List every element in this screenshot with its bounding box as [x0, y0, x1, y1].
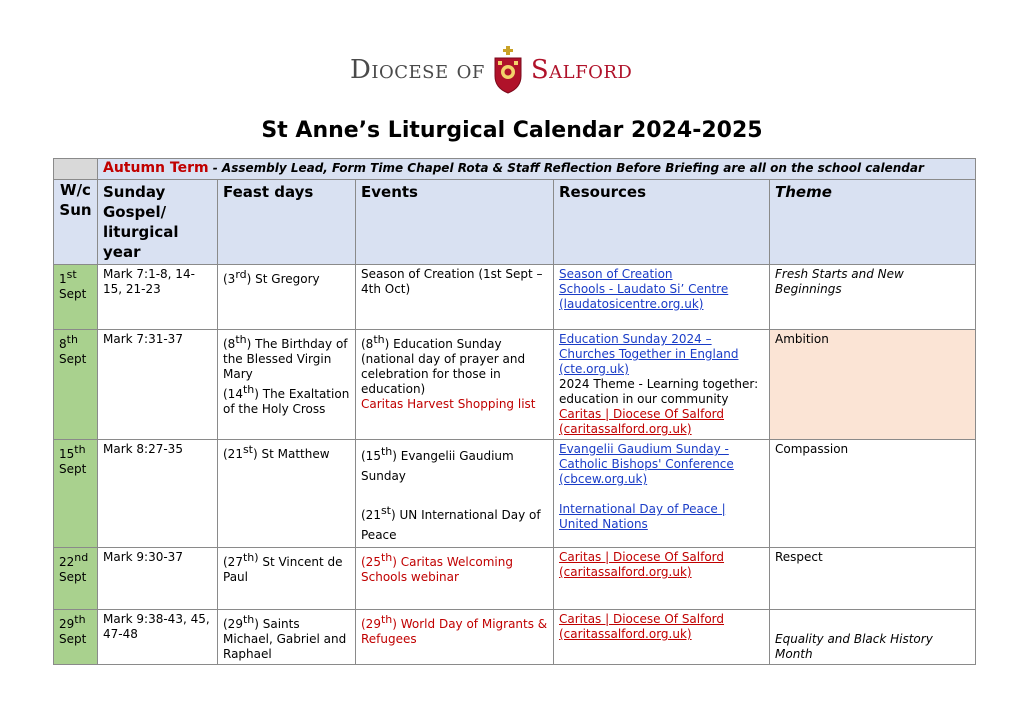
event-text: (8: [361, 337, 374, 351]
week-month: Sept: [59, 570, 87, 584]
week-cell: [54, 440, 98, 548]
logo-word-of: of: [456, 55, 485, 85]
feast-sup: rd: [235, 268, 247, 281]
feast-cell: [218, 440, 356, 548]
week-day-suffix: st: [66, 268, 77, 281]
event-text: (25: [361, 555, 381, 569]
feast-cell: [218, 548, 356, 610]
term-row: [54, 159, 976, 180]
week-cell: [54, 330, 98, 440]
feast-cell: [218, 610, 356, 665]
feast-text: (21: [223, 447, 243, 461]
resources-cell: [554, 265, 770, 330]
week-month: Sept: [59, 632, 87, 646]
event-text: (15: [361, 449, 381, 463]
table-row: [54, 265, 976, 330]
header-feast-days: Feast days: [218, 180, 356, 265]
feast-text: (27: [223, 555, 243, 569]
feast-text: (3: [223, 272, 236, 286]
feast-text: (29: [223, 617, 243, 631]
resource-link[interactable]: Caritas | Diocese Of Salford (caritassalford.org.uk): [559, 612, 725, 641]
feast-sup: th: [242, 383, 255, 396]
resource-link[interactable]: International Day of Peace | United Nations: [559, 502, 726, 531]
term-label: Autumn Term: [103, 160, 209, 176]
theme-cell: Fresh Starts and New Beginnings: [770, 265, 976, 330]
term-row-blank-cell: [54, 159, 98, 180]
event-sup: th: [380, 445, 393, 458]
feast-sup: st: [242, 443, 253, 456]
week-cell: [54, 265, 98, 330]
event-sup: th: [380, 613, 393, 626]
table-row: [54, 440, 976, 548]
table-row: [54, 610, 976, 665]
resources-cell: [554, 610, 770, 665]
event-text: (21: [361, 508, 381, 522]
week-month: Sept: [59, 352, 87, 366]
events-cell: Season of Creation (1st Sept – 4th Oct): [356, 265, 554, 330]
feast-cell: [218, 330, 356, 440]
gospel-cell: Mark 7:31-37: [98, 330, 218, 440]
event-sup: st: [380, 504, 391, 517]
week-day-suffix: th: [74, 613, 86, 626]
week-cell: [54, 610, 98, 665]
resources-cell: [554, 548, 770, 610]
resource-link[interactable]: Evangelii Gaudium Sunday - Catholic Bishops' Conference (cbcew.org.uk): [559, 442, 734, 486]
header-events: Events: [356, 180, 554, 265]
event-text: ) Education Sunday (national day of prayer and celebration for those in education): [361, 337, 526, 396]
feast-text: (8: [223, 337, 236, 351]
feast-text: ) St Gregory: [246, 272, 320, 286]
gospel-cell: Mark 9:30-37: [98, 548, 218, 610]
event-text: ) Caritas Welcoming Schools webinar: [361, 555, 513, 584]
event-text: (29: [361, 617, 381, 631]
resources-cell: [554, 440, 770, 548]
theme-cell: Ambition: [770, 330, 976, 440]
diocese-logo: [350, 44, 640, 96]
event-sup: th: [380, 551, 393, 564]
feast-sup: th: [235, 333, 247, 346]
feast-sup: th): [242, 551, 259, 564]
theme-cell: Equality and Black History Month: [770, 610, 976, 665]
table-row: [54, 548, 976, 610]
week-day: 29: [59, 617, 75, 631]
table-row: [54, 330, 976, 440]
events-cell: [356, 548, 554, 610]
event-sup: th: [373, 333, 385, 346]
event-text: ) Evangelii Gaudium Sunday: [361, 449, 514, 483]
feast-text: ) The Exaltation of the Holy Cross: [223, 387, 350, 416]
resource-text: 2024 Theme - Learning together: education in our community: [559, 377, 759, 406]
week-day-suffix: nd: [74, 551, 89, 564]
event-red-text: Caritas Harvest Shopping list: [361, 397, 536, 411]
events-cell: [356, 440, 554, 548]
header-resources: Resources: [554, 180, 770, 265]
header-wc-sun: W/c Sun: [54, 180, 98, 265]
feast-cell: [218, 265, 356, 330]
resource-link[interactable]: Schools - Laudato Si’ Centre (laudatosicentre.org.uk): [559, 282, 729, 311]
event-text: ) UN International Day of Peace: [361, 508, 541, 542]
resource-link[interactable]: Education Sunday 2024 – Churches Together in England (cte.org.uk): [559, 332, 739, 376]
logo-word-diocese: Diocese: [350, 55, 449, 85]
week-day: 1: [59, 272, 67, 286]
feast-text: ) The Birthday of the Blessed Virgin Mary: [223, 337, 348, 381]
gospel-cell: Mark 8:27-35: [98, 440, 218, 548]
week-day-suffix: th: [74, 443, 86, 456]
resource-link[interactable]: Season of Creation: [559, 267, 673, 281]
events-cell: [356, 610, 554, 665]
week-month: Sept: [59, 287, 87, 301]
gospel-cell: Mark 9:38-43, 45, 47-48: [98, 610, 218, 665]
resources-cell: [554, 330, 770, 440]
page-title: St Anne’s Liturgical Calendar 2024-2025: [261, 118, 763, 143]
feast-text: (14: [223, 387, 243, 401]
week-day: 15: [59, 447, 75, 461]
feast-text: ) Saints Michael, Gabriel and Raphael: [223, 617, 347, 661]
resource-link[interactable]: Caritas | Diocese Of Salford (caritassalford.org.uk): [559, 550, 725, 579]
theme-cell: Compassion: [770, 440, 976, 548]
week-day: 8: [59, 337, 67, 351]
liturgical-calendar-table: [53, 158, 976, 665]
feast-text: ) St Matthew: [253, 447, 330, 461]
week-day: 22: [59, 555, 75, 569]
header-gospel: Sunday Gospel/ liturgical year: [98, 180, 218, 265]
header-theme: Theme: [770, 180, 976, 265]
term-banner: [98, 159, 976, 180]
feast-text: St Vincent de Paul: [223, 555, 343, 584]
week-month: Sept: [59, 462, 87, 476]
resource-link[interactable]: Caritas | Diocese Of Salford (caritassalford.org.uk): [559, 407, 725, 436]
gospel-cell: Mark 7:1-8, 14-15, 21-23: [98, 265, 218, 330]
theme-cell: Respect: [770, 548, 976, 610]
logo-word-salford: Salford: [530, 55, 633, 85]
week-cell: [54, 548, 98, 610]
header-row: [54, 180, 976, 265]
term-note: - Assembly Lead, Form Time Chapel Rota & Staff Reflection Before Briefing are all on the school calendar: [208, 161, 924, 175]
event-text: ) World Day of Migrants & Refugees: [361, 617, 548, 646]
feast-sup: th: [242, 613, 255, 626]
events-cell: [356, 330, 554, 440]
week-day-suffix: th: [66, 333, 78, 346]
diocese-crest-icon: [491, 46, 525, 94]
